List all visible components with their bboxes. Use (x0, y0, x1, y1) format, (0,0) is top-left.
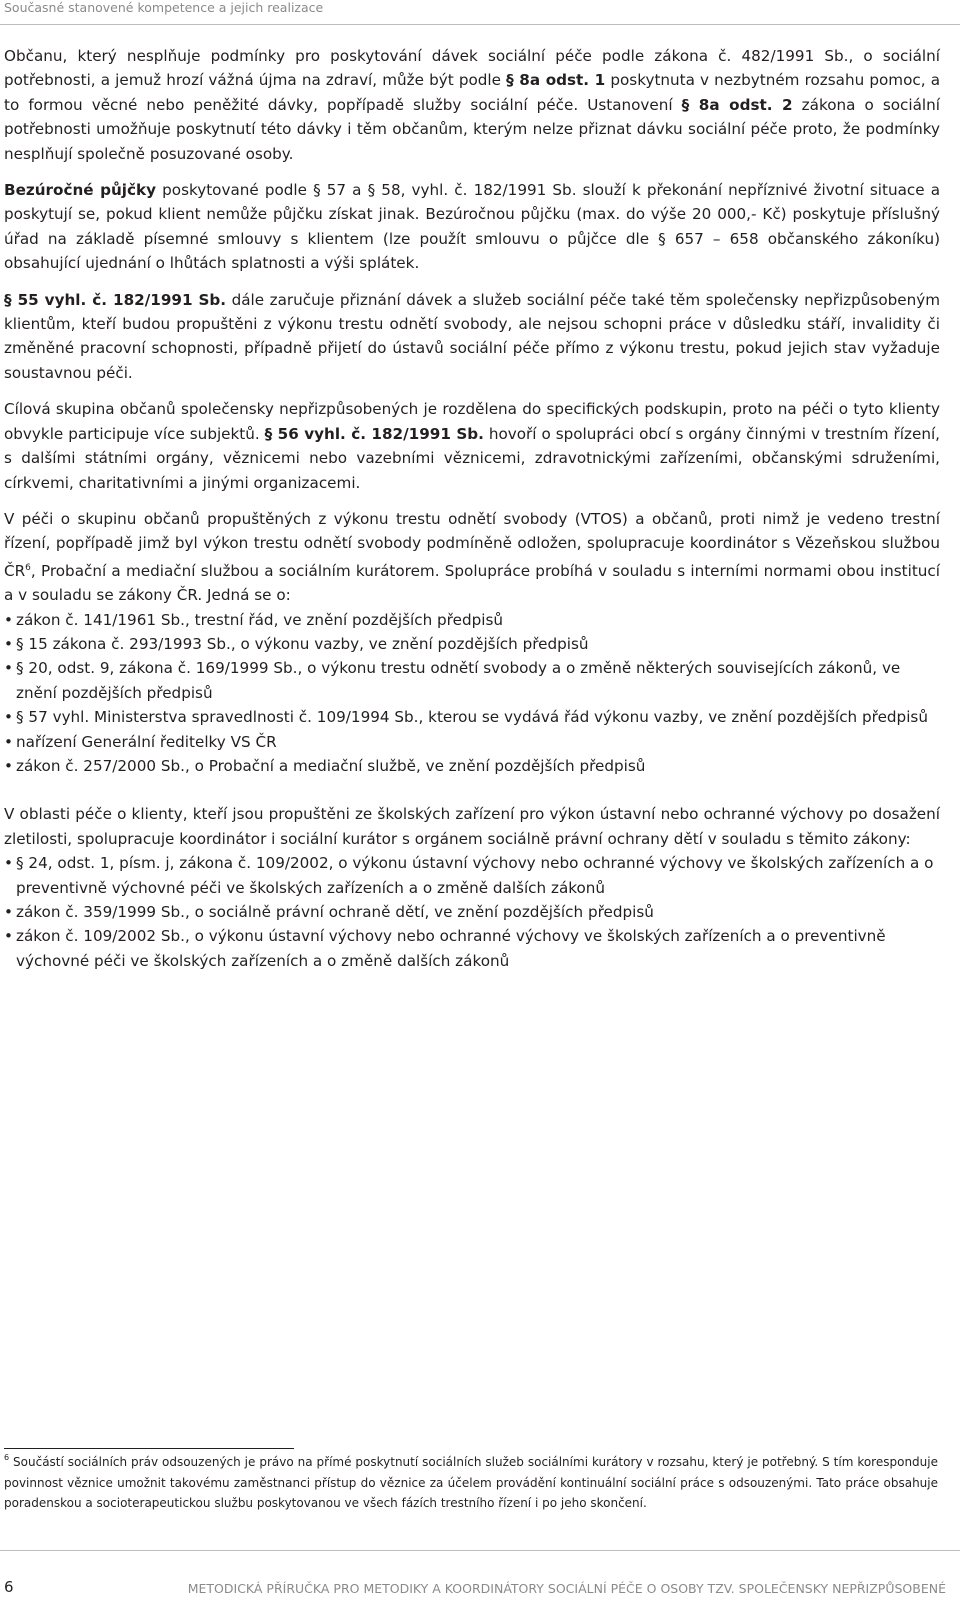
paragraph-bezurocne-pujcky (4, 178, 940, 276)
footnote-divider (4, 1448, 294, 1449)
paragraph-dosud-8a (4, 44, 940, 166)
text-run: poskytované podle § 57 a § 58, vyhl. č. 182/1991 Sb. slouží k překonání nepříznivé životní situace a poskytují se, pokud klient nemůže půjčku získat jinak. Bezúročnou půjčku (max. do výše 20 000,- Kč) poskytuje příslušný úřad na základě písemné smlouvy s klientem (lze použít smlouvu o půjčce dle § 657 – 658 občanského zákoníku) obsahující ujednání o lhůtách splatnosti a výši splátek. (4, 181, 940, 273)
text-run: V péči o skupinu občanů propuštěných z výkonu trestu odnětí svobody (VTOS) a občanů, proti nimž je vedeno trestní řízení, popřípadě jimž byl výkon trestu odnětí svobody podmíněně odložen, spolupracuje koordinátor s Vězeňskou službou ČR (4, 509, 940, 580)
list-item: • zákon č. 141/1961 Sb., trestní řád, ve znění pozdějších předpisů (4, 608, 940, 632)
footnote-text: Součástí sociálních práv odsouzených je právo na přímé poskytnutí sociálních služeb sociálními kurátory v rozsahu, který je potřebný. S tím koresponduje povinnost věznice umožnit takovému zaměstnanci přístup do věznice za účelem provádění kontinuální sociální práce s odsouzenými. Tato práce obsahuje poradenskou a socioterapeutickou službu poskytovanou ve všech fázích trestního řízení i po jeho skončení. (4, 1455, 938, 1510)
text-run: poskytnuta v nezbytném rozsahu pomoc, a to formou věcné nebo peněžité dávky, popřípadě služby sociální péče. Ustanovení (4, 71, 941, 114)
bold-text-run: § 8a odst. 2 (681, 95, 793, 114)
main-text (4, 44, 940, 997)
bold-text-run: Bezúročné půjčky (4, 181, 157, 200)
list-item: • zákon č. 359/1999 Sb., o sociálně právní ochraně dětí, ve znění pozdějších předpisů (4, 900, 940, 924)
header-divider (0, 24, 960, 25)
page-number: 6 (4, 1578, 14, 1596)
paragraph-skolska-zarizeni (4, 802, 940, 851)
list-item: • § 57 vyhl. Ministerstva spravedlnosti č. 109/1994 Sb., kterou se vydává řád výkonu vazby, ve znění pozdějších předpisů (4, 705, 940, 729)
text-run: dále zaručuje přiznání dávek a služeb sociální péče také těm společensky nepřizpůsobeným klientům, kteří budou propuštěni z výkonu trestu odnětí svobody, ale nejsou schopni práce v důsledku stáří, invalidity či změněné pracovní schopnosti, případně přijetí do ústavů sociální péče přímo z výkonu trestu, pokud jejich stav vyžaduje soustavnou péči. (4, 290, 940, 382)
laws-list-vtos (4, 608, 940, 779)
list-item: • zákon č. 257/2000 Sb., o Probační a mediační službě, ve znění pozdějších předpisů (4, 754, 940, 778)
paragraph-par-55 (4, 288, 940, 386)
footer-divider (0, 1550, 960, 1551)
paragraph-vtos (4, 507, 940, 608)
footer-publication-title: METODICKÁ PŘÍRUČKA PRO METODIKY A KOORDINÁTORY SOCIÁLNÍ PÉČE O OSOBY TZV. SPOLEČENSKY NEPŘIZPŮSOBENÉ (187, 1581, 946, 1596)
footnote-reference: 6 (25, 562, 31, 573)
laws-list-youth (4, 851, 940, 973)
footnote-number: 6 (4, 1453, 10, 1462)
text-run: V oblasti péče o klienty, kteří jsou propuštěni ze školských zařízení pro výkon ústavní nebo ochranné výchovy po dosažení zletilosti, spolupracuje koordinátor i sociální kurátor s orgánem sociálně právní ochrany dětí v souladu s těmito zákony: (4, 805, 940, 848)
text-run: Občanu, který nesplňuje podmínky pro poskytování dávek sociální péče podle zákona č. 482/1991 Sb., o sociální potřebnosti, a jemuž hrozí vážná újma na zdraví, může být podle (4, 47, 940, 90)
list-item: • § 15 zákona č. 293/1993 Sb., o výkonu vazby, ve znění pozdějších předpisů (4, 632, 940, 656)
text-run: Cílová skupina občanů společensky nepřizpůsobených je rozdělena do specifických podskupin, proto na péči o tyto klienty obvykle participuje více subjektů. (4, 400, 940, 443)
text-run: hovoří o spolupráci obcí s orgány činnými v trestním řízení, s dalšími státními orgány, věznicemi nebo vazebními věznicemi, zdravotnickými zařízeními, občanskými sdruženími, církvemi, charitativními a jinými organizacemi. (4, 424, 941, 492)
bold-text-run: § 56 vyhl. č. 182/1991 Sb. (264, 424, 484, 443)
footnote (4, 1452, 938, 1514)
text-run: , Probační a mediační službou a sociálním kurátorem. Spolupráce probíhá v souladu s interními normami obou institucí a v souladu se zákony ČR. Jedná se o: (4, 561, 940, 605)
list-item: • § 20, odst. 9, zákona č. 169/1999 Sb., o výkonu trestu odnětí svobody a o změně některých souvisejících zákonů, ve znění pozdějších předpisů (4, 656, 940, 705)
bold-text-run: § 55 vyhl. č. 182/1991 Sb. (4, 290, 227, 309)
list-item: • nařízení Generální ředitelky VS ČR (4, 730, 940, 754)
list-item: • zákon č. 109/2002 Sb., o výkonu ústavní výchovy nebo ochranné výchovy ve školských zařízeních a o preventivně výchovné péči ve školských zařízeních a o změně dalších zákonů (4, 924, 940, 973)
list-item: • § 24, odst. 1, písm. j, zákona č. 109/2002, o výkonu ústavní výchovy nebo ochranné výchovy ve školských zařízeních a o preventivně výchovné péči ve školských zařízeních a o změně dalších zákonů (4, 851, 940, 900)
running-header-title: Současné stanovené kompetence a jejich realizace (4, 0, 324, 15)
text-run: zákona o sociální potřebnosti umožňuje poskytnutí této dávky i těm občanům, kterým nelze přiznat dávku sociální péče proto, že podmínky nesplňují společně posuzované osoby. (4, 95, 941, 163)
bold-text-run: § 8a odst. 1 (506, 71, 606, 90)
paragraph-cilova-skupina (4, 397, 940, 495)
